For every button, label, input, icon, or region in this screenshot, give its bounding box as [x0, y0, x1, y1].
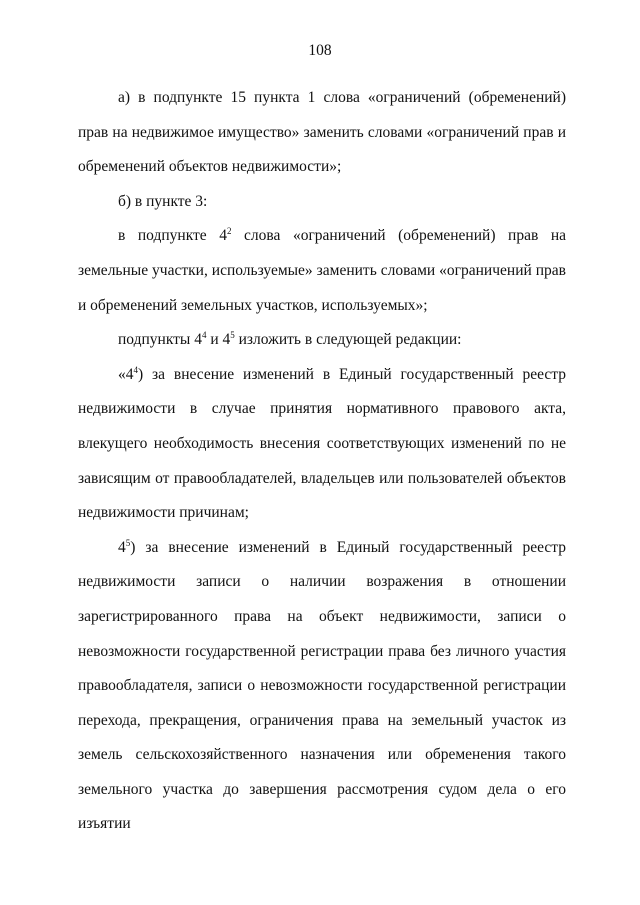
- paragraph-text: слова «ограничений (обременений) прав на земельные участки, используемые» заменить словами «ограничений прав и обременений земельных участков, используемых»;: [78, 227, 567, 314]
- paragraph-text: а) в подпункте 15 пункта 1 слова «ограничений (обременений) прав на недвижимое имущество» заменить словами «ограничений прав и обременений объектов недвижимости»;: [78, 89, 566, 176]
- paragraph-text: изложить в следующей редакции:: [234, 331, 462, 349]
- paragraph-subpoint-4-2: [78, 219, 566, 323]
- paragraph-item-4-5: [78, 531, 566, 842]
- superscript: 4: [133, 364, 138, 375]
- paragraph-subpoints-4-4-and-4-5: [78, 323, 566, 358]
- superscript: 2: [226, 226, 232, 237]
- document-body: [78, 81, 566, 842]
- page-number: 108: [308, 42, 332, 59]
- superscript: 5: [230, 330, 235, 341]
- paragraph-text: и 4: [206, 331, 231, 349]
- paragraph-b: [78, 185, 566, 220]
- paragraph-item-4-4: [78, 358, 566, 531]
- paragraph-text: 4: [118, 538, 126, 556]
- paragraph-a: [78, 81, 566, 185]
- paragraph-text: «4: [118, 365, 134, 383]
- superscript: 4: [201, 330, 207, 341]
- paragraph-text: в подпункте 4: [118, 227, 227, 245]
- paragraph-text: подпункты 4: [118, 331, 202, 349]
- paragraph-text: ) за внесение изменений в Единый государственный реестр недвижимости записи о наличии возражения в отношении зарегистрированного права на объект недвижимости, записи о невозможности государственной регистрации права без личного участия правообладателя, записи о невозможности государственной регистрации перехода, прекращения, ограничения права на земельный участок из земель сельскохозяйственного назначения или обременения такого земельного участка до завершения рассмотрения судом дела о его изъятии: [78, 538, 566, 833]
- superscript: 5: [125, 537, 131, 548]
- paragraph-text: б) в пункте 3:: [118, 192, 208, 210]
- paragraph-text: ) за внесение изменений в Единый государственный реестр недвижимости в случае принятия нормативного правового акта, влекущего необходимость внесения соответствующих изменений по не зависящим от правообладателей, владельцев или пользователей объектов недвижимости причинам;: [78, 365, 566, 522]
